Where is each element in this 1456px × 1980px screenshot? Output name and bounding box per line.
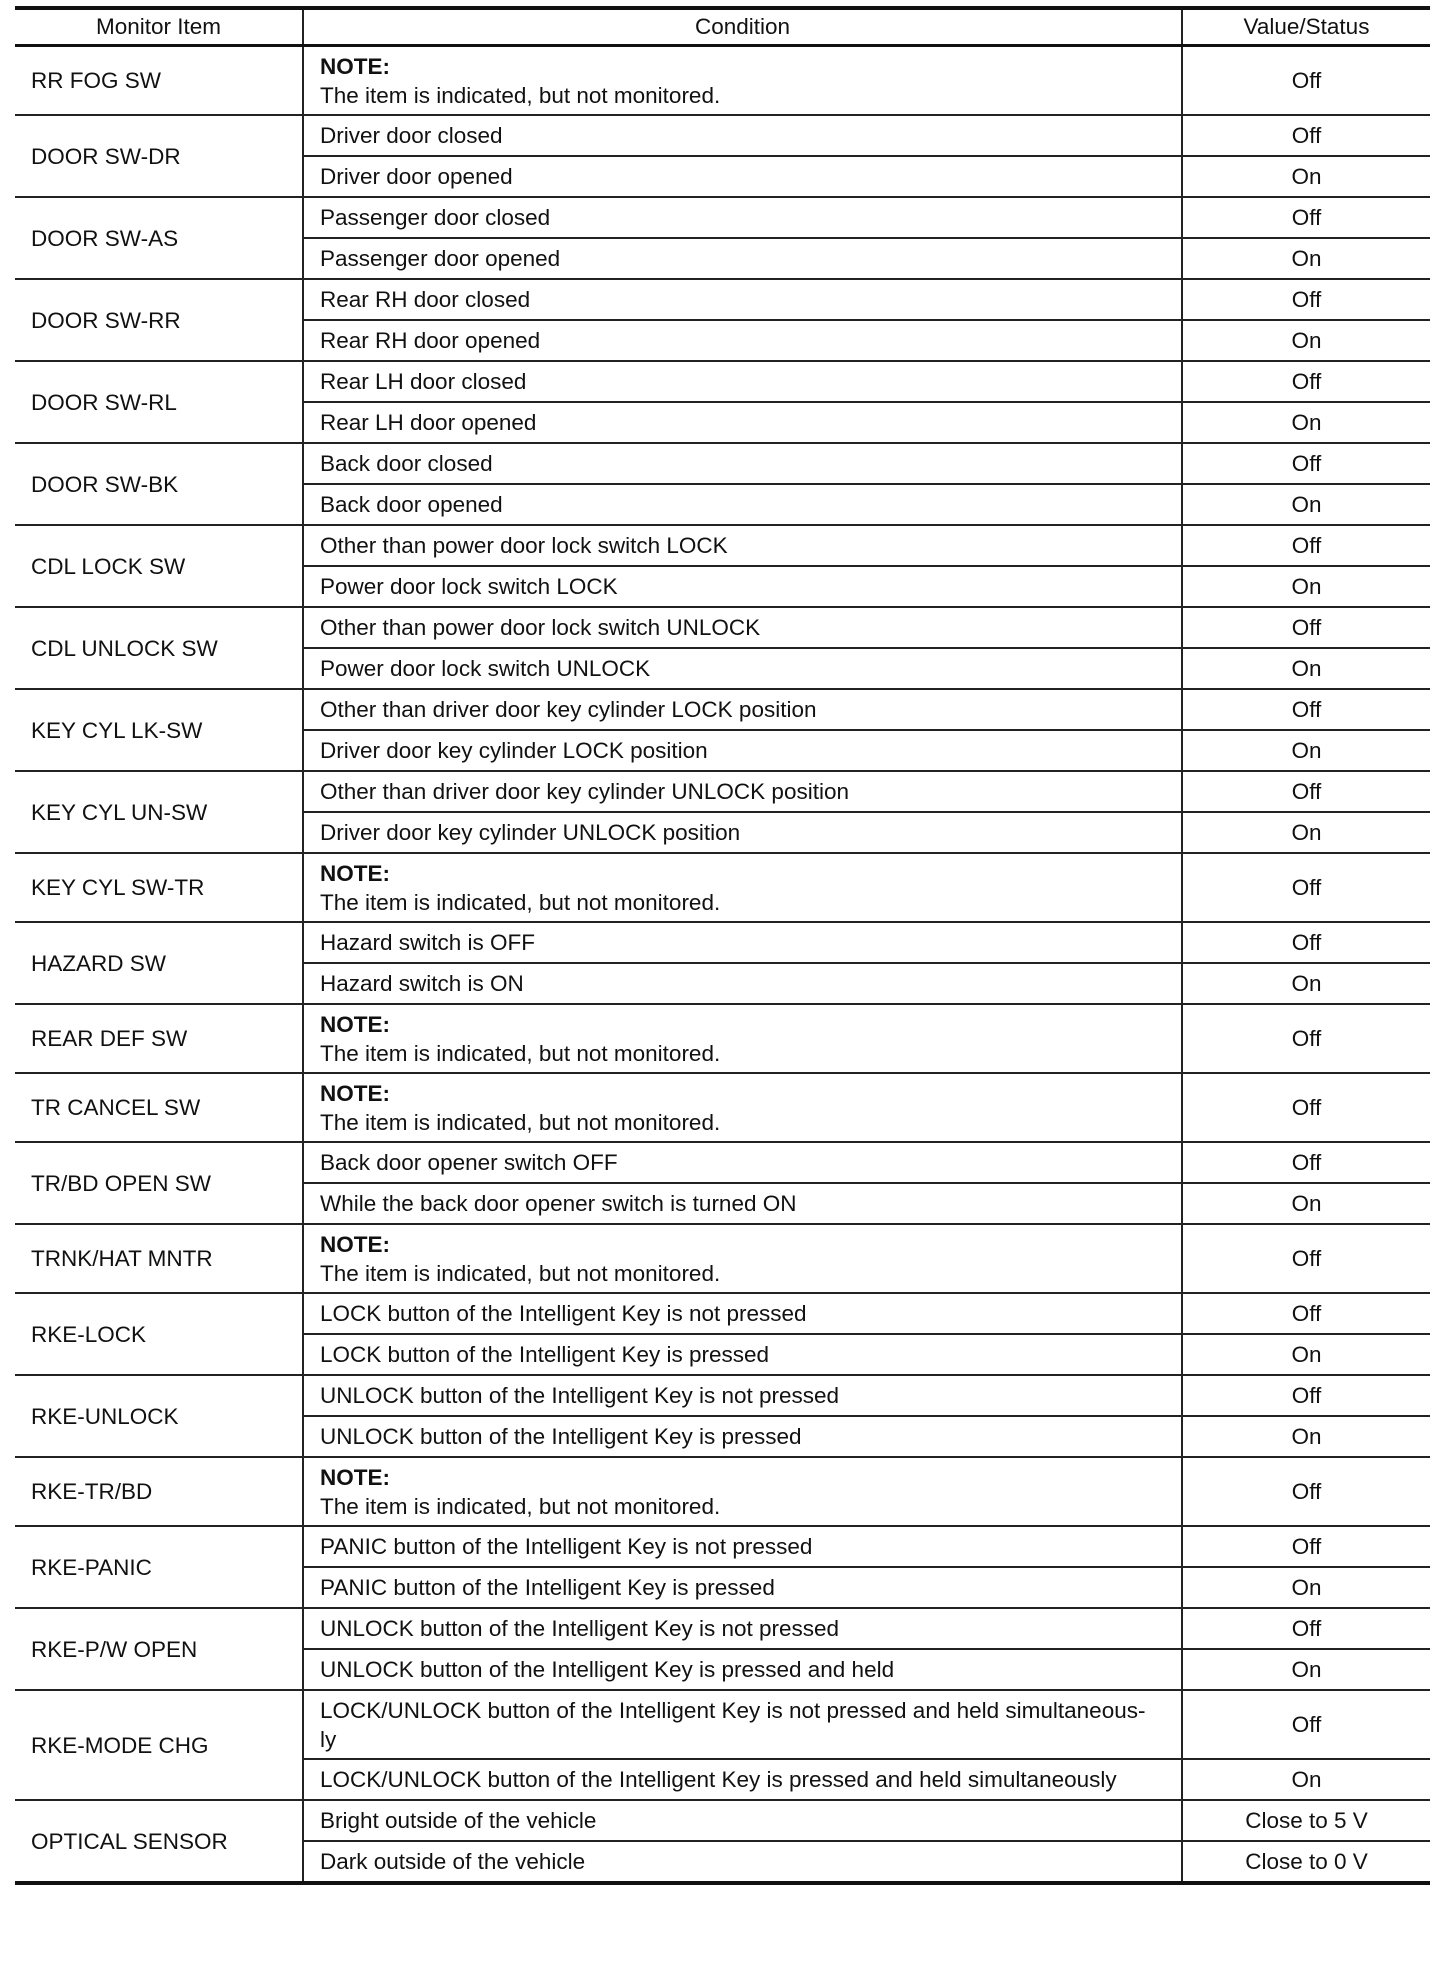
condition-cell: PANIC button of the Intelligent Key is not pressed (303, 1526, 1182, 1567)
note-text: The item is indicated, but not monitored. (320, 1260, 721, 1286)
condition-cell: Other than driver door key cylinder LOCK position (303, 689, 1182, 730)
monitor-item-cell: RKE-LOCK (15, 1293, 303, 1375)
value-status-cell: Off (1182, 279, 1430, 320)
value-status-cell: Close to 0 V (1182, 1841, 1430, 1883)
value-status-cell: On (1182, 156, 1430, 197)
value-status-cell: Off (1182, 1073, 1430, 1142)
value-status-cell: Off (1182, 1004, 1430, 1073)
value-status-cell: Off (1182, 1375, 1430, 1416)
value-status-cell: On (1182, 402, 1430, 443)
note-label: NOTE: (320, 1080, 390, 1106)
monitor-item-cell: RKE-TR/BD (15, 1457, 303, 1526)
value-status-cell: Off (1182, 607, 1430, 648)
condition-cell: Driver door closed (303, 115, 1182, 156)
value-status-cell: Off (1182, 115, 1430, 156)
note-text: The item is indicated, but not monitored. (320, 889, 721, 915)
monitor-item-cell: DOOR SW-BK (15, 443, 303, 525)
note-label: NOTE: (320, 1011, 390, 1037)
table-row (15, 443, 1430, 484)
table-row (15, 771, 1430, 812)
note-label: NOTE: (320, 1464, 390, 1490)
table-row (15, 1073, 1430, 1142)
monitor-item-cell: RKE-MODE CHG (15, 1690, 303, 1800)
condition-cell: Back door opener switch OFF (303, 1142, 1182, 1183)
condition-cell: While the back door opener switch is turned ON (303, 1183, 1182, 1224)
table-body (15, 46, 1430, 1884)
value-status-cell: On (1182, 1334, 1430, 1375)
monitor-item-cell: RKE-UNLOCK (15, 1375, 303, 1457)
value-status-cell: Off (1182, 197, 1430, 238)
table-row (15, 1800, 1430, 1841)
condition-cell (303, 46, 1182, 116)
condition-cell: Other than driver door key cylinder UNLOCK position (303, 771, 1182, 812)
table-row (15, 1608, 1430, 1649)
monitor-item-cell: CDL LOCK SW (15, 525, 303, 607)
condition-cell: LOCK button of the Intelligent Key is not pressed (303, 1293, 1182, 1334)
value-status-cell: Off (1182, 46, 1430, 116)
condition-cell: UNLOCK button of the Intelligent Key is pressed (303, 1416, 1182, 1457)
condition-text-line: LOCK/UNLOCK button of the Intelligent Key is not pressed and held simultaneous- (320, 1697, 1146, 1723)
value-status-cell: On (1182, 648, 1430, 689)
value-status-cell: On (1182, 1183, 1430, 1224)
value-status-cell: On (1182, 1416, 1430, 1457)
table-row (15, 115, 1430, 156)
table-row (15, 1142, 1430, 1183)
monitor-item-cell: KEY CYL LK-SW (15, 689, 303, 771)
condition-cell: Bright outside of the vehicle (303, 1800, 1182, 1841)
monitor-item-cell: DOOR SW-RR (15, 279, 303, 361)
header-monitor-item: Monitor Item (15, 8, 303, 46)
condition-cell: Passenger door closed (303, 197, 1182, 238)
value-status-cell: Off (1182, 1457, 1430, 1526)
condition-cell (303, 1457, 1182, 1526)
condition-cell: Driver door key cylinder LOCK position (303, 730, 1182, 771)
value-status-cell: On (1182, 1649, 1430, 1690)
table-row (15, 279, 1430, 320)
value-status-cell: Off (1182, 1608, 1430, 1649)
monitor-item-cell: RR FOG SW (15, 46, 303, 116)
header-value-status: Value/Status (1182, 8, 1430, 46)
value-status-cell: On (1182, 1567, 1430, 1608)
document-page (15, 6, 1430, 1885)
note-label: NOTE: (320, 53, 390, 79)
condition-cell: Other than power door lock switch UNLOCK (303, 607, 1182, 648)
monitor-item-cell: KEY CYL UN-SW (15, 771, 303, 853)
condition-cell (303, 1073, 1182, 1142)
value-status-cell: Off (1182, 922, 1430, 963)
monitor-item-cell: DOOR SW-RL (15, 361, 303, 443)
condition-cell (303, 1224, 1182, 1293)
note-text: The item is indicated, but not monitored. (320, 82, 721, 108)
monitor-item-table (15, 6, 1430, 1885)
condition-cell: Power door lock switch LOCK (303, 566, 1182, 607)
condition-cell: Back door opened (303, 484, 1182, 525)
condition-cell: Hazard switch is OFF (303, 922, 1182, 963)
value-status-cell: Off (1182, 1224, 1430, 1293)
monitor-item-cell: OPTICAL SENSOR (15, 1800, 303, 1883)
value-status-cell: Off (1182, 1142, 1430, 1183)
value-status-cell: Off (1182, 443, 1430, 484)
condition-cell (303, 853, 1182, 922)
condition-cell: Rear LH door closed (303, 361, 1182, 402)
monitor-item-cell: DOOR SW-AS (15, 197, 303, 279)
value-status-cell: Off (1182, 1293, 1430, 1334)
condition-cell (303, 1004, 1182, 1073)
table-row (15, 361, 1430, 402)
table-row (15, 1004, 1430, 1073)
condition-cell: LOCK/UNLOCK button of the Intelligent Key is pressed and held simultaneously (303, 1759, 1182, 1800)
table-row (15, 197, 1430, 238)
condition-cell (303, 1690, 1182, 1759)
monitor-item-cell: RKE-PANIC (15, 1526, 303, 1608)
value-status-cell: On (1182, 238, 1430, 279)
note-text: The item is indicated, but not monitored. (320, 1040, 721, 1066)
table-row (15, 689, 1430, 730)
table-row (15, 1293, 1430, 1334)
value-status-cell: Off (1182, 1690, 1430, 1759)
monitor-item-cell: HAZARD SW (15, 922, 303, 1004)
note-label: NOTE: (320, 860, 390, 886)
value-status-cell: On (1182, 566, 1430, 607)
condition-cell: Driver door opened (303, 156, 1182, 197)
condition-cell: Passenger door opened (303, 238, 1182, 279)
value-status-cell: On (1182, 812, 1430, 853)
monitor-item-cell: DOOR SW-DR (15, 115, 303, 197)
condition-cell: UNLOCK button of the Intelligent Key is not pressed (303, 1608, 1182, 1649)
monitor-item-cell: TRNK/HAT MNTR (15, 1224, 303, 1293)
table-row (15, 1224, 1430, 1293)
value-status-cell: Off (1182, 1526, 1430, 1567)
value-status-cell: Off (1182, 525, 1430, 566)
monitor-item-cell: REAR DEF SW (15, 1004, 303, 1073)
monitor-item-cell: KEY CYL SW-TR (15, 853, 303, 922)
value-status-cell: On (1182, 730, 1430, 771)
condition-cell: UNLOCK button of the Intelligent Key is pressed and held (303, 1649, 1182, 1690)
monitor-item-cell: CDL UNLOCK SW (15, 607, 303, 689)
monitor-item-cell: TR/BD OPEN SW (15, 1142, 303, 1224)
value-status-cell: On (1182, 1759, 1430, 1800)
value-status-cell: Off (1182, 361, 1430, 402)
table-row (15, 1457, 1430, 1526)
condition-cell: Back door closed (303, 443, 1182, 484)
table-row (15, 46, 1430, 116)
table-row (15, 1526, 1430, 1567)
condition-cell: Rear RH door closed (303, 279, 1182, 320)
monitor-item-cell: RKE-P/W OPEN (15, 1608, 303, 1690)
condition-cell: Power door lock switch UNLOCK (303, 648, 1182, 689)
value-status-cell: Close to 5 V (1182, 1800, 1430, 1841)
condition-cell: Other than power door lock switch LOCK (303, 525, 1182, 566)
value-status-cell: Off (1182, 689, 1430, 730)
table-row (15, 922, 1430, 963)
note-text: The item is indicated, but not monitored. (320, 1109, 721, 1135)
note-label: NOTE: (320, 1231, 390, 1257)
condition-cell: Hazard switch is ON (303, 963, 1182, 1004)
value-status-cell: On (1182, 484, 1430, 525)
condition-cell: Dark outside of the vehicle (303, 1841, 1182, 1883)
condition-cell: LOCK button of the Intelligent Key is pressed (303, 1334, 1182, 1375)
value-status-cell: Off (1182, 771, 1430, 812)
condition-cell: Rear RH door opened (303, 320, 1182, 361)
condition-cell: UNLOCK button of the Intelligent Key is not pressed (303, 1375, 1182, 1416)
monitor-item-cell: TR CANCEL SW (15, 1073, 303, 1142)
condition-cell: Driver door key cylinder UNLOCK position (303, 812, 1182, 853)
value-status-cell: On (1182, 963, 1430, 1004)
condition-cell: PANIC button of the Intelligent Key is pressed (303, 1567, 1182, 1608)
condition-text-line: ly (320, 1726, 337, 1752)
value-status-cell: On (1182, 320, 1430, 361)
table-row (15, 525, 1430, 566)
table-row (15, 607, 1430, 648)
condition-cell: Rear LH door opened (303, 402, 1182, 443)
table-row (15, 1690, 1430, 1759)
table-row (15, 1375, 1430, 1416)
note-text: The item is indicated, but not monitored. (320, 1493, 721, 1519)
table-row (15, 853, 1430, 922)
table-header-row (15, 8, 1430, 46)
value-status-cell: Off (1182, 853, 1430, 922)
header-condition: Condition (303, 8, 1182, 46)
